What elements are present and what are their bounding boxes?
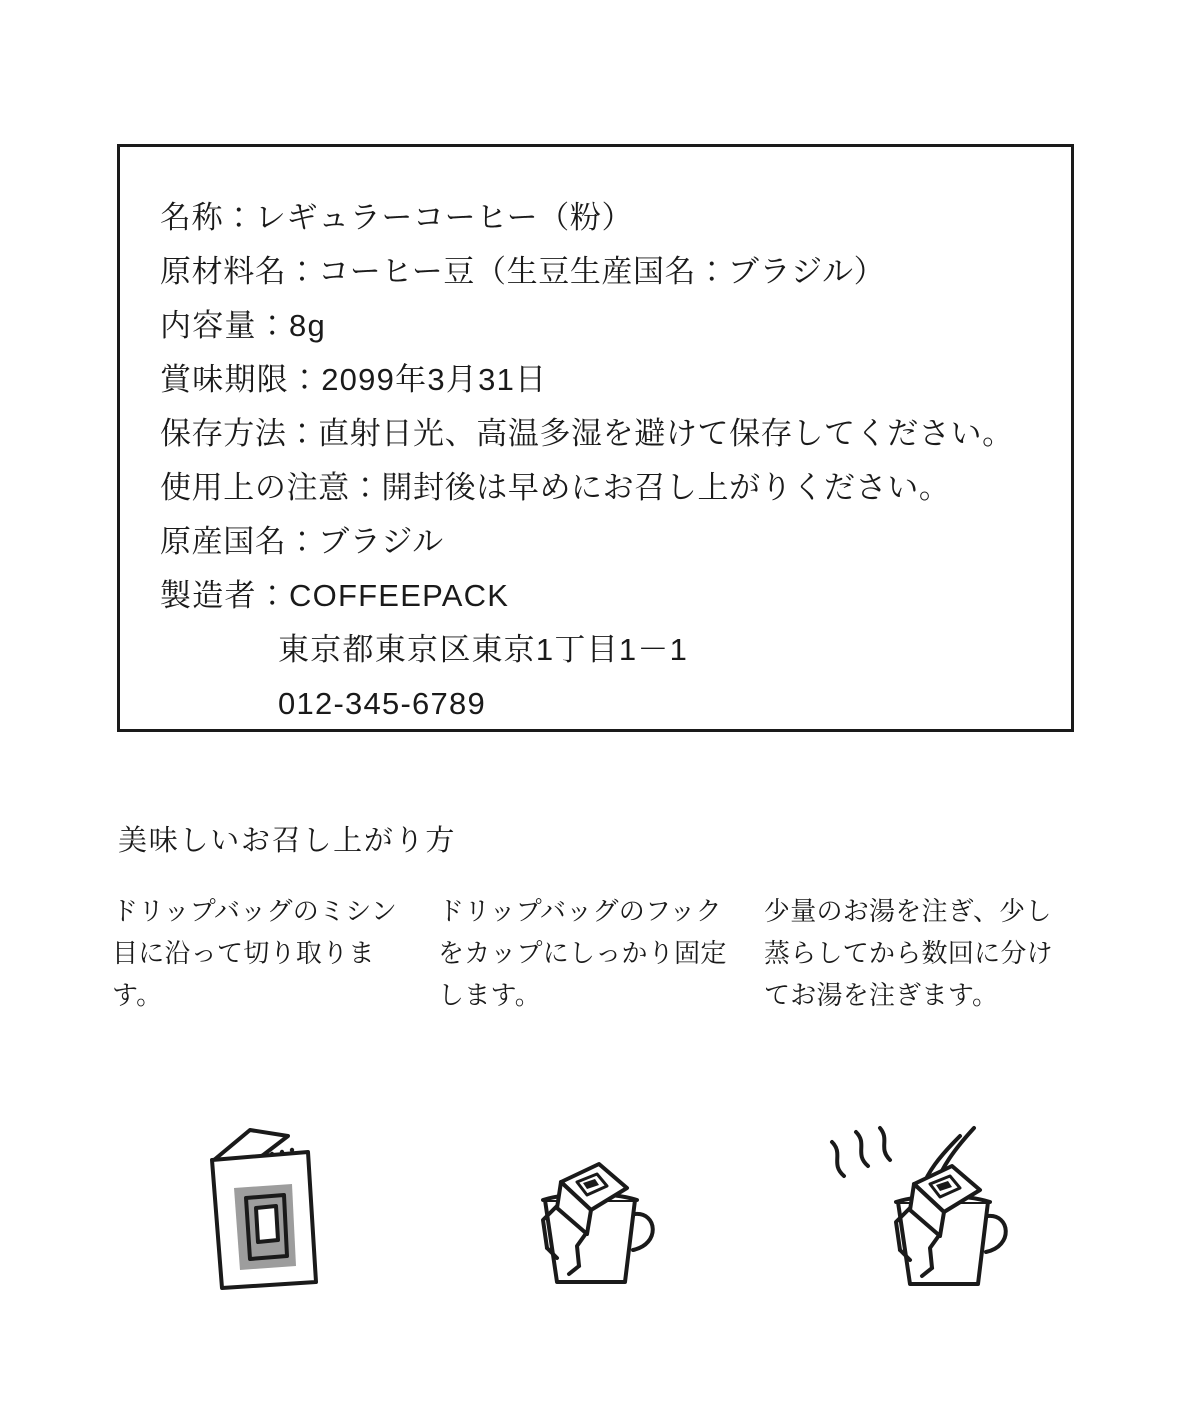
product-label-content (120, 147, 1071, 731)
label-line-address: 東京都東京区東京1丁目1－1 (278, 632, 689, 667)
label-line-origin: 原産国名：ブラジル (160, 524, 444, 559)
label-line-storage: 保存方法：直射日光、高温多湿を避けて保存してください。 (160, 416, 1014, 451)
howto-step-2-text: ドリップバッグのフックをカップにしっかり固定します。 (438, 896, 727, 1010)
label-line-name: 名称：レギュラーコーヒー（粉） (160, 200, 634, 235)
label-line-ingredients: 原材料名：コーヒー豆（生豆生産国名：ブラジル） (160, 254, 886, 289)
pouring-hot-water-icon (764, 1086, 1066, 1296)
howto-step-2 (438, 890, 764, 1296)
howto-steps (112, 890, 1092, 1296)
label-line-caution: 使用上の注意：開封後は早めにお召し上がりください。 (160, 470, 951, 505)
howto-step-1 (112, 890, 438, 1296)
drip-bag-package-icon (112, 1086, 414, 1296)
label-line-bestbefore: 賞味期限：2099年3月31日 (160, 362, 548, 397)
drip-bag-on-cup-icon (438, 1086, 740, 1296)
label-line-netweight: 内容量：8g (160, 308, 326, 343)
howto-heading: 美味しいお召し上がり方 (118, 825, 457, 857)
product-label-box (117, 144, 1074, 732)
label-line-manufacturer: 製造者：COFFEEPACK (160, 578, 510, 613)
howto-step-3 (764, 890, 1090, 1296)
label-line-phone: 012-345-6789 (278, 686, 486, 721)
howto-step-1-text: ドリップバッグのミシン目に沿って切り取ります。 (112, 896, 398, 1010)
howto-step-3-text: 少量のお湯を注ぎ、少し蒸らしてから数回に分けてお湯を注ぎます。 (764, 896, 1053, 1010)
